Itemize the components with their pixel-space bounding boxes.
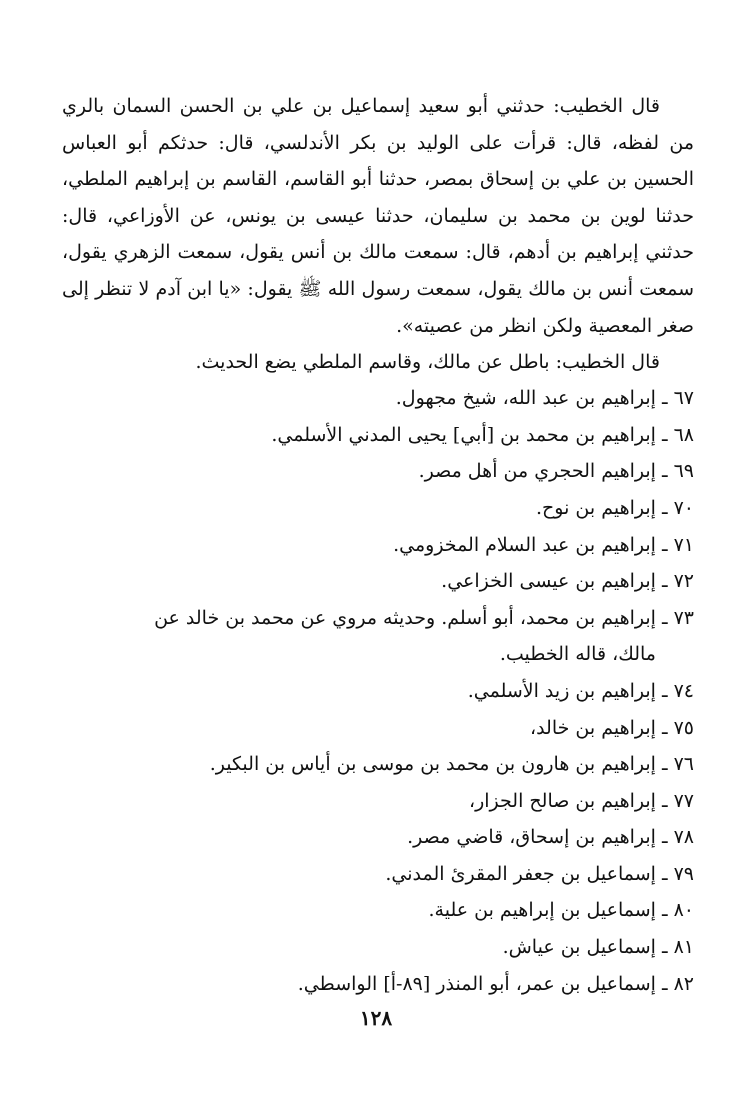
paragraph-text: قال الخطيب: حدثني أبو سعيد إسماعيل بن علي بن الحسن السمان بالري من لفظه، قال: قرأت على الوليد بن بكر الأندلسي، قال: حدثكم أبو العباس الحسين بن علي بن إسحاق بمصر، حدثنا أبو القاسم، القاسم بن إبراهيم الملطي، حدثنا لوين بن محمد بن سليمان، حدثنا عيسى بن يونس، عن الأوزاعي، قال: حدثني إبراهيم بن أدهم، قال: سمعت مالك بن أنس يقول، سمعت الزهري يقول، سمعت أنس بن مالك يقول، سمعت رسول الله ﷺ يقول: «يا ابن آدم لا تنظر إلى صغر المعصية ولكن انظر من عصيته». — [62, 95, 694, 337]
entry-80: ٨٠ ـ إسماعيل بن إبراهيم بن علية. — [428, 899, 694, 922]
entry-71: ٧١ ـ إبراهيم بن عبد السلام المخزومي. — [393, 533, 694, 556]
entry-70: ٧٠ ـ إبراهيم بن نوح. — [535, 496, 694, 519]
entry-78: ٧٨ ـ إبراهيم بن إسحاق، قاضي مصر. — [407, 826, 694, 849]
entry-79: ٧٩ ـ إسماعيل بن جعفر المقرئ المدني. — [385, 862, 694, 885]
entry-73-line2: مالك، قاله الخطيب. — [499, 643, 656, 666]
entry-81: ٨١ ـ إسماعيل بن عياش. — [502, 936, 694, 959]
entry-72: ٧٢ ـ إبراهيم بن عيسى الخزاعي. — [441, 570, 694, 593]
entry-77: ٧٧ ـ إبراهيم بن صالح الجزار، — [468, 789, 694, 812]
entry-67: ٦٧ ـ إبراهيم بن عبد الله، شيخ مجهول. — [395, 387, 694, 410]
paragraph-hadith-chain — [62, 88, 694, 344]
paragraph-verdict: قال الخطيب: باطل عن مالك، وقاسم الملطي يضع الحديث. — [195, 351, 660, 374]
entry-73-line1: ٧٣ ـ إبراهيم بن محمد، أبو أسلم. وحديثه مروي عن محمد بن خالد عن — [154, 606, 694, 629]
entry-73 — [62, 600, 694, 673]
entry-69: ٦٩ ـ إبراهيم الحجري من أهل مصر. — [418, 460, 694, 483]
entry-68: ٦٨ ـ إبراهيم بن محمد بن [أبي] يحيى المدني الأسلمي. — [271, 423, 694, 446]
page-number: ١٢٨ — [359, 1006, 393, 1030]
page-body — [62, 88, 694, 1002]
entry-75: ٧٥ ـ إبراهيم بن خالد، — [529, 716, 694, 739]
entry-76: ٧٦ ـ إبراهيم بن هارون بن محمد بن موسى بن أياس بن البكير. — [209, 753, 694, 776]
entry-82: ٨٢ ـ إسماعيل بن عمر، أبو المنذر [٨٩-أ] الواسطي. — [297, 972, 694, 995]
entry-74: ٧٤ ـ إبراهيم بن زيد الأسلمي. — [467, 679, 694, 702]
